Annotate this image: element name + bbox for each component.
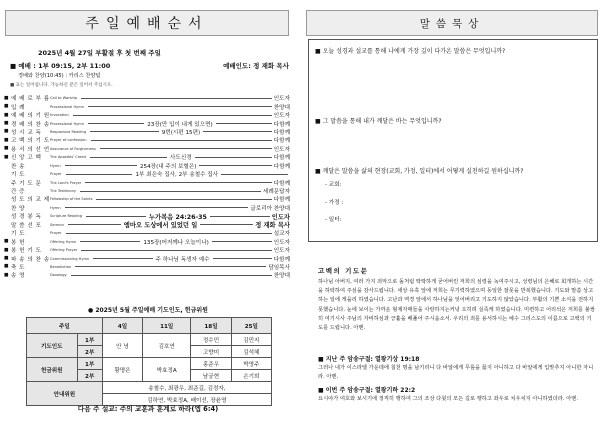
order-item — [4, 170, 290, 178]
order-person: 인도자 — [273, 113, 290, 120]
next-week-sermon: 다음 주 설교: 주의 교훈과 훈계로 하라(엡 6:4) — [77, 405, 219, 413]
order-label: 기 도 — [11, 172, 26, 179]
leader-line — [68, 224, 121, 225]
question-box — [308, 39, 598, 242]
confession-body: 하나님 아버지, 여러 가지 죄악으로 돌처럼 딱딱하게 굳어버린 저희의 심령을 녹여주시고, 성령님의 은혜로 회개하는 시간을 허락하여 주심을 감사드립니다. 세상 유혹 앞에 저희는 무기력하였으며 동일한 잘못을 반복했습니다. 기도와 말씀 상고하는 일에 게을리 하였습니다. 고난과 역경 앞에서 하나님을 잊어버리고 기도하지 않았습니다. 부활의 기쁜 소식을 전하지 못했습니다. 눈에 보이는 가까운 형제자매들을 사랑하지는커녕 오히려 실족케 하였습니다. 미련하고 어리석은 저희를 불쌍히 여기시사 주님의 자비하심과 긍휼을 베풀어 주시옵소서. 우리의 죄를 용서하시는 예수 그리스도의 이름으로 고백의 기도를 드립니다. 아멘. — [318, 279, 595, 332]
leader-line — [216, 123, 272, 124]
leader-line — [210, 216, 270, 217]
leader-line — [212, 241, 272, 242]
order-person: 설교자 — [273, 231, 290, 238]
table-cell: 홍준우 — [191, 358, 231, 370]
col-header-11: 11일 — [143, 318, 191, 334]
table-header-row — [27, 318, 272, 334]
order-label-en: The Testimony — [50, 189, 77, 194]
usher-list-1: 송철수, 최광우, 최준길, 김정자, — [102, 382, 271, 394]
order-item — [4, 128, 290, 136]
leader-line — [213, 258, 272, 259]
order-label: 예 배 의 기 원 — [11, 113, 50, 120]
order-label-en: Fellowship of the Saints — [50, 197, 93, 202]
order-person: 인도자 — [273, 96, 290, 103]
order-label: 파 송 의 찬 송 — [11, 256, 50, 263]
leader-line — [100, 148, 272, 149]
order-item — [4, 237, 290, 245]
order-label: 찬 송 — [11, 163, 26, 170]
answer-home[interactable]: - 가정 : — [325, 200, 344, 206]
answer-church[interactable]: - 교회: — [325, 182, 342, 188]
order-person: 다함께 — [273, 180, 290, 187]
leader-line — [199, 165, 271, 166]
part-1: 1부 — [77, 334, 102, 346]
order-label-en: Processional Hymn — [50, 104, 85, 109]
this-week-verse-title: ■ 이번 주 암송구절: 열왕기하 22:2 — [318, 387, 416, 394]
table-row — [27, 382, 272, 394]
order-person: 인도자 — [273, 248, 290, 255]
order-detail: 누가복음 24:26-35 — [148, 213, 207, 221]
order-label: 성 경 봉 독 — [11, 214, 42, 221]
bullet-icon: ■ — [4, 154, 9, 160]
col-header-25: 25일 — [231, 318, 271, 334]
order-label: 봉 헌 — [11, 239, 26, 246]
bullet-icon: ■ — [4, 146, 9, 152]
order-label-en: Hymn — [50, 163, 61, 168]
order-person: 다함께 — [273, 155, 290, 162]
table-cell: 박영주 — [231, 358, 271, 370]
order-person: 찬양대 — [273, 104, 290, 111]
order-item — [4, 153, 290, 161]
leader-line — [81, 250, 271, 251]
service-time: ■ 예배 : 1부 09:15, 2부 11:00 — [10, 62, 111, 70]
leader-line — [195, 157, 272, 158]
worship-leader: 예배인도: 정 재화 목사 — [223, 62, 289, 70]
order-item — [4, 254, 290, 262]
order-item — [4, 204, 290, 212]
leader-line — [66, 174, 133, 175]
order-label-en: Responsive Reading — [50, 129, 87, 134]
service-date: 2025년 4월 27일 부활절 후 첫 번째 주일 — [38, 49, 161, 57]
order-label: 성 도 의 교 제 — [11, 197, 50, 204]
order-item — [4, 162, 290, 170]
col-header-sunday: 주일 — [27, 318, 103, 334]
order-item — [4, 229, 290, 237]
order-person: 정 재화 목사 — [255, 222, 291, 230]
order-person: 세례문답자 — [262, 189, 290, 196]
service-info — [10, 61, 289, 70]
order-detail: 1부 최은숙 집사, 2부 송철수 집사 — [135, 172, 219, 179]
order-label: 말 씀 선 포 — [11, 222, 42, 229]
order-item — [4, 145, 290, 153]
col-header-18: 18일 — [191, 318, 231, 334]
order-item — [4, 246, 290, 254]
table-row — [27, 358, 272, 370]
service-title: 주일예배순서 — [5, 10, 289, 36]
bullet-icon: ■ — [4, 137, 9, 143]
order-label-en: Commissioning Hymn — [50, 256, 90, 261]
order-label: 신 앙 고 백 — [11, 155, 42, 162]
order-label-en: Processional Hymn — [50, 121, 85, 126]
order-item — [4, 263, 290, 271]
order-label-en: Call to Worship — [50, 96, 78, 101]
table-cell: 고향미 — [191, 346, 231, 358]
order-label-en: The Lord's Prayer — [50, 180, 82, 185]
table-cell: 정수민 — [191, 334, 231, 346]
leader-line — [88, 106, 272, 107]
leader-line — [80, 241, 140, 242]
meditation-panel — [304, 0, 600, 429]
col-header-4: 4일 — [102, 318, 142, 334]
table-cell: 손기희 — [231, 370, 271, 382]
leader-line — [93, 258, 152, 259]
leader-line — [221, 174, 288, 175]
order-label-en: Prayer of confession — [50, 138, 87, 143]
table-row — [27, 334, 272, 346]
table-cell: 황명은 — [102, 358, 142, 382]
order-label-en: Doxology — [50, 273, 67, 278]
praise-team: 경배와 찬양(10:45) : 카리스 찬양팀 — [18, 73, 101, 79]
question-1: ■ 오늘 성경과 설교를 통해 나에게 가장 깊이 다가온 말씀은 무엇입니까? — [315, 48, 506, 55]
order-of-service-panel — [0, 0, 296, 429]
order-label: 봉 헌 기 도 — [11, 248, 42, 255]
usher-list-2: 김하연, 박효정A, 배이선, 장윤영 — [102, 394, 271, 406]
order-person: 글로리아 찬양대 — [250, 205, 290, 212]
table-cell: 남궁현 — [191, 370, 231, 382]
leader-line — [90, 131, 159, 132]
order-item — [4, 111, 290, 119]
order-person: 다함께 — [273, 138, 290, 145]
order-label-en: Offering Hymn — [50, 239, 77, 244]
confession-title: 고백의 기도문 — [318, 267, 369, 275]
prayer-roster-table — [26, 317, 272, 406]
row-header-guide: 기도인도 — [27, 334, 78, 358]
order-item — [4, 187, 290, 195]
order-item — [4, 136, 290, 144]
order-list — [4, 94, 290, 280]
leader-line — [65, 207, 249, 208]
order-person: 다함께 — [273, 256, 290, 263]
order-detail: 135장(어저께나 오늘이나) — [143, 239, 209, 246]
order-label-en: Prayer — [50, 231, 62, 236]
bullet-icon: ■ — [4, 272, 9, 278]
answer-work[interactable]: - 일터: — [325, 217, 342, 223]
order-item — [4, 102, 290, 110]
table-cell: 김석혜 — [231, 346, 271, 358]
prayer-roster-title: ● 2025년 5월 주일예배 기도인도, 헌금위원 — [88, 307, 208, 314]
order-detail: 254장(내 주의 보혈은) — [139, 163, 197, 170]
order-label: 경 배 의 찬 송 — [11, 121, 50, 128]
order-person: 인도자 — [271, 213, 290, 221]
order-detail: 사도신경 — [170, 155, 192, 162]
order-label: 축 도 — [11, 264, 26, 271]
order-person: 인도자 — [273, 146, 290, 153]
leader-line — [73, 115, 272, 116]
leader-line — [80, 191, 261, 192]
order-label: 용 서 의 선 언 — [11, 146, 50, 153]
order-person: 담임목사 — [268, 264, 290, 271]
order-label-en: Assurance of Forgiveness — [50, 146, 96, 151]
order-person: 다함께 — [273, 197, 290, 204]
order-label: 간 증 — [11, 189, 26, 196]
leader-line — [81, 98, 272, 99]
order-detail: 엠마오 도상에서 있었던 일 — [123, 222, 198, 230]
order-label-en: Sermon — [50, 222, 64, 227]
row-header-usher: 안내위원 — [27, 382, 103, 406]
row-header-offering: 헌금위원 — [27, 358, 78, 382]
order-person: 다함께 — [273, 129, 290, 136]
bullet-icon: ■ — [4, 121, 9, 127]
bullet-icon: ■ — [4, 95, 9, 101]
last-week-verse: 그러나 내가 이스라엘 가운데에 칠천 명을 남기리니 다 바알에게 무릎을 꿇지 아니하고 다 바알에게 입맞추지 아니한 자니라. 아멘. — [318, 365, 594, 381]
bullet-icon: ■ — [4, 247, 9, 253]
bullet-icon: ■ — [4, 264, 9, 270]
order-detail: 23장(만 입이 내게 있으면) — [147, 121, 213, 128]
order-detail: 주 하나님 독생자 예수 — [155, 256, 210, 263]
bullet-icon: ■ — [4, 104, 9, 110]
bullet-icon: ■ — [4, 129, 9, 135]
leader-line — [96, 199, 271, 200]
table-cell: 박효정A — [143, 358, 191, 382]
this-week-verse: 요시야가 여호와 보시기에 정직히 행하여 그의 조상 다윗의 모든 길로 행하고 좌우로 치우치지 아니하였더라. 아멘. — [318, 396, 578, 402]
order-label: 성 시 교 독 — [11, 129, 42, 136]
leader-line — [85, 182, 272, 183]
leader-line — [91, 140, 272, 141]
order-label-en: Scripture Reading — [50, 214, 83, 219]
order-label-en: Benediction — [50, 264, 72, 269]
leader-line — [88, 123, 144, 124]
part-1: 1부 — [77, 358, 102, 370]
leader-line — [75, 266, 266, 267]
leader-line — [66, 233, 272, 234]
order-label: 기 도 — [11, 231, 26, 238]
order-label: 입 례 — [11, 104, 26, 111]
leader-line — [200, 224, 253, 225]
order-label: 찬 양 — [11, 205, 26, 212]
order-item — [4, 195, 290, 203]
bullet-icon: ■ — [4, 256, 9, 262]
order-label: 고 백 의 기 도 — [11, 138, 50, 145]
order-item — [4, 178, 290, 186]
standing-note: ■ 표는 일어섭니다. 가능하신 분은 일어서 주십시오. — [10, 83, 113, 88]
part-2: 2부 — [77, 346, 102, 358]
bullet-icon: ■ — [4, 112, 9, 118]
question-2: ■ 그 말씀을 통해 내가 깨달은 바는 무엇입니까? — [315, 118, 442, 125]
question-3: ■ 깨달은 말씀을 삶의 현장(교회, 가정, 일터)에서 어떻게 실천하길 원하십니까? — [315, 168, 524, 175]
leader-line — [203, 131, 272, 132]
order-person: 다함께 — [273, 121, 291, 128]
order-item — [4, 221, 290, 229]
order-label-en: Offering Prayer — [50, 248, 78, 253]
table-cell: 안 녕 — [102, 334, 142, 358]
part-2: 2부 — [77, 370, 102, 382]
leader-line — [71, 275, 272, 276]
order-label-en: Hymn — [50, 205, 61, 210]
leader-line — [90, 157, 167, 158]
table-cell: 김민지 — [231, 334, 271, 346]
order-label: 주 기 도 문 — [11, 180, 42, 187]
leader-line — [65, 165, 137, 166]
meditation-title: 말씀묵상 — [306, 10, 598, 36]
order-detail: 9번(시편 15편) — [161, 129, 201, 136]
order-label-en: Invocation — [50, 113, 69, 118]
order-label-en: The Apostles' Creed — [50, 155, 86, 160]
order-item — [4, 271, 290, 279]
order-person: 다함께 — [273, 163, 291, 170]
order-item — [4, 119, 290, 127]
leader-line — [86, 216, 146, 217]
order-label-en: Prayer — [50, 172, 62, 177]
table-cell: 김호연 — [143, 334, 191, 358]
bullet-icon: ■ — [4, 239, 9, 245]
last-week-verse-title: ■ 지난 주 암송구절: 열왕기상 19:18 — [318, 356, 420, 363]
order-person: 인도자 — [273, 239, 291, 246]
order-person: 찬양대 — [273, 273, 290, 280]
order-label: 예 배 로 부 름 — [11, 96, 50, 103]
order-label: 송 영 — [11, 273, 26, 280]
order-item — [4, 94, 290, 102]
